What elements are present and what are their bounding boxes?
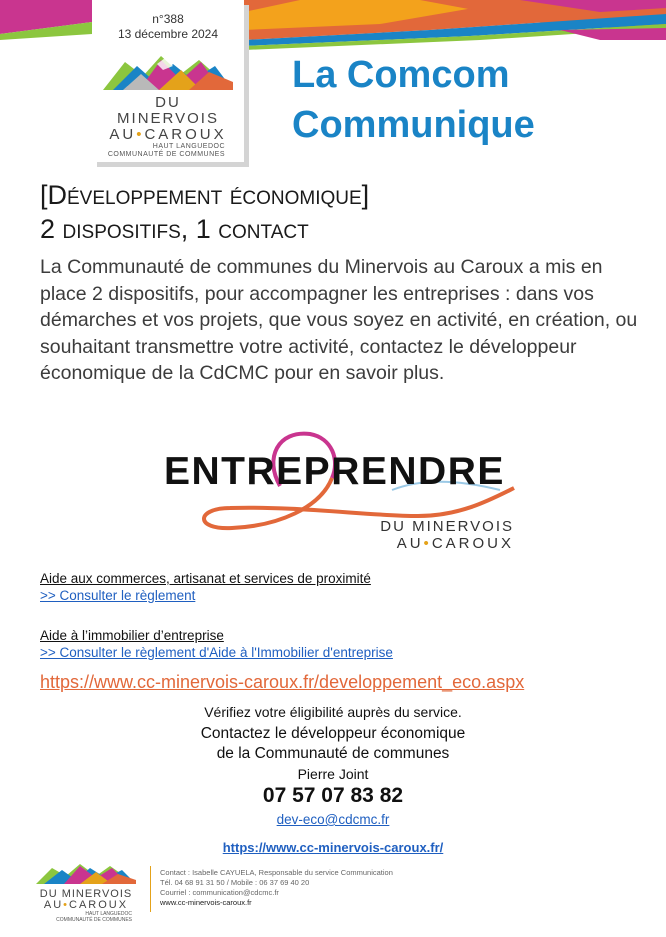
footer-site: www.cc-minervois-caroux.fr bbox=[160, 898, 252, 907]
contact-email-wrap bbox=[0, 812, 666, 827]
footer-email: Courriel : communication@cdcmc.fr bbox=[160, 888, 279, 897]
aid-commerce-heading: Aide aux commerces, artisanat et services de proximité bbox=[40, 571, 371, 586]
contact-heading bbox=[0, 724, 666, 764]
cdcmc-logo bbox=[103, 52, 233, 159]
logo-sub-2: COMMUNAUTÉ DE COMMUNES bbox=[107, 151, 225, 158]
logo-sub-1: HAUT LANGUEDOC bbox=[152, 143, 225, 150]
article-headline bbox=[40, 178, 640, 246]
footer-divider bbox=[150, 866, 151, 912]
section-label: [Développement économique] bbox=[40, 180, 370, 210]
header-card bbox=[92, 0, 244, 162]
eligibility-text: Vérifiez votre éligibilité auprès du service. bbox=[204, 704, 462, 720]
contact-site-wrap bbox=[0, 840, 666, 855]
footer-logo-sub-2: COMMUNAUTÉ DE COMMUNES bbox=[56, 917, 132, 923]
footer-logo-sub-1: HAUT LANGUEDOC bbox=[85, 911, 132, 917]
developpement-eco-url[interactable]: https://www.cc-minervois-caroux.fr/developpement_eco.aspx bbox=[40, 672, 525, 692]
ent-dot: • bbox=[423, 535, 432, 552]
contact-line-2: de la Communauté de communes bbox=[216, 745, 450, 762]
contact-email[interactable]: dev-eco@cdcmc.fr bbox=[276, 812, 390, 827]
newsletter-title bbox=[292, 50, 652, 150]
footer-logo-line-2 bbox=[36, 900, 136, 911]
contact-name: Pierre Joint bbox=[297, 766, 369, 782]
title-line-2: Communique bbox=[292, 104, 535, 146]
issue-date: 13 décembre 2024 bbox=[117, 27, 219, 41]
logo-caroux: CAROUX bbox=[144, 126, 227, 143]
contact-site-link[interactable]: https://www.cc-minervois-caroux.fr/ bbox=[222, 840, 444, 855]
realestate-rules-link[interactable]: >> Consulter le règlement d'Aide à l'Immobilier d'entreprise bbox=[40, 645, 393, 660]
footer-logo-caroux: CAROUX bbox=[69, 899, 129, 911]
ent-caroux: CAROUX bbox=[431, 535, 514, 552]
ent-au: AU bbox=[396, 535, 424, 552]
contact-line-1: Contactez le développeur économique bbox=[200, 725, 466, 742]
entreprendre-logo bbox=[160, 428, 520, 558]
entreprendre-sub-2 bbox=[397, 535, 514, 552]
footer-mountains-icon bbox=[36, 862, 136, 884]
entreprendre-word: ENTREPRENDRE bbox=[164, 450, 505, 493]
footer-logo-au: AU bbox=[43, 899, 64, 911]
footer-logo-dot: • bbox=[63, 899, 70, 911]
footer-logo-line-1: DU MINERVOIS bbox=[39, 888, 133, 900]
logo-au: AU bbox=[109, 126, 137, 143]
footer-logo bbox=[36, 862, 136, 923]
commerce-rules-link[interactable]: >> Consulter le règlement bbox=[40, 588, 196, 603]
aid-realestate-heading: Aide à l’immobilier d’entreprise bbox=[40, 628, 224, 643]
logo-line-2 bbox=[103, 127, 233, 143]
logo-dot: • bbox=[136, 126, 145, 143]
aid-realestate-block bbox=[40, 627, 640, 661]
article-intro: La Communauté de communes du Minervois au Caroux a mis en place 2 dispositifs, pour accompagner les entreprises : dans vos démarches et vos projets, que vous soyez en activité, en création, ou souhaitant transmettre votre activité, contactez le développeur économique de la CdCMC pour en savoir plus. bbox=[40, 256, 638, 384]
title-line-1: La Comcom bbox=[292, 54, 510, 96]
footer-contact: Contact : Isabelle CAYUELA, Responsable du service Communication bbox=[160, 868, 393, 877]
logo-line-1: DU MINERVOIS bbox=[117, 94, 219, 127]
footer bbox=[36, 862, 636, 932]
mountains-icon bbox=[103, 52, 233, 90]
issue-number: n°388 bbox=[152, 12, 184, 26]
footer-phones: Tél. 04 68 91 31 50 / Mobile : 06 37 69 40 20 bbox=[160, 878, 310, 887]
contact-phone[interactable]: 07 57 07 83 82 bbox=[262, 784, 404, 807]
aid-commerce-block bbox=[40, 570, 640, 604]
footer-info bbox=[160, 868, 393, 908]
entreprendre-sub-1: DU MINERVOIS bbox=[380, 518, 514, 535]
article-subtitle: 2 dispositifs, 1 contact bbox=[40, 214, 309, 244]
